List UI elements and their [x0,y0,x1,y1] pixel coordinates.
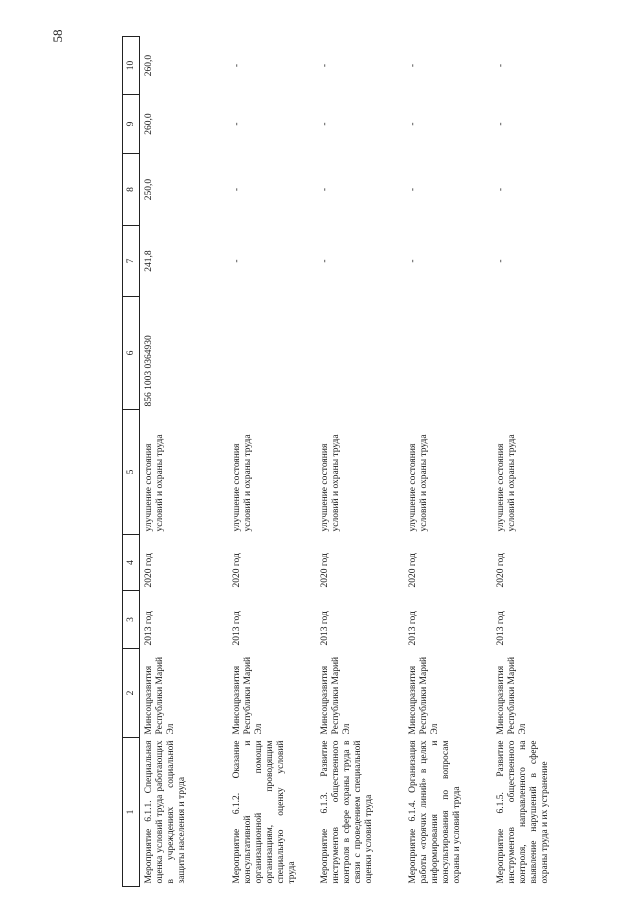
budget-code-cell: 856 1003 0364930 [144,335,154,407]
start-year-cell: 2013 год [144,611,154,646]
value-cell-9: - [496,122,506,126]
result-cell: улучшение состояния условий и охраны труда [232,434,253,532]
end-year-cell: 2020 год [408,553,418,588]
executor-cell: Минсоцразвития Республики Марий Эл [496,656,528,735]
table-row [316,37,404,887]
value-cell-10: - [320,63,330,68]
budget-code-cell [228,297,316,410]
column-header: 7 [123,226,140,297]
executor-cell: Минсоцразвития Республики Марий Эл [408,656,440,735]
activity-cell: Мероприятие 6.1.4. Организация работы «горячих линий» в целях информирования и консультирования по вопросам охраны и условий труда [408,740,462,884]
start-year-cell: 2013 год [496,611,506,646]
value-cell-10: - [232,63,242,68]
page-number: 58 [50,29,65,43]
start-year-cell: 2013 год [320,611,330,646]
column-header: 1 [123,738,140,887]
value-cell-8: - [320,187,330,192]
value-cell-7: 241,8 [144,250,154,272]
value-cell-8: 250,0 [144,178,154,201]
executor-cell: Минсоцразвития Республики Марий Эл [320,656,352,735]
end-year-cell: 2020 год [232,553,242,588]
activity-cell: Мероприятие 6.1.5. Развитие инструментов общественного контроля, направленного на выявление нарушений в сфере охраны труда и их устранение [496,740,550,884]
result-cell: улучшение состояния условий и охраны труда [496,434,517,532]
value-cell-8: - [408,187,418,192]
end-year-cell: 2020 год [144,553,154,588]
column-header: 6 [123,297,140,410]
column-header: 10 [123,37,140,95]
budget-code-cell [316,297,404,410]
header-row [123,37,140,887]
value-cell-8: - [496,187,506,192]
value-cell-7: - [232,259,242,263]
activity-cell: Мероприятие 6.1.2. Оказание консультативной и организационной помощи организациям, проводящим специальную оценку условий труда [232,740,297,884]
start-year-cell: 2013 год [232,611,242,646]
activities-table [122,36,580,887]
value-cell-9: 260,0 [144,113,154,135]
budget-code-cell [492,297,580,410]
table-row [492,37,580,887]
column-header: 5 [123,410,140,535]
column-header: 3 [123,591,140,649]
value-cell-8: - [232,187,242,192]
value-cell-10: 260,0 [144,54,154,77]
column-header: 2 [123,649,140,738]
value-cell-9: - [320,122,330,126]
table-row [140,37,229,887]
column-header: 4 [123,535,140,591]
end-year-cell: 2020 год [320,553,330,588]
result-cell: улучшение состояния условий и охраны труда [320,434,341,532]
executor-cell: Минсоцразвития Республики Марий Эл [232,656,264,735]
table-row [228,37,316,887]
value-cell-10: - [496,63,506,68]
value-cell-9: - [408,122,418,126]
budget-code-cell [404,297,492,410]
start-year-cell: 2013 год [408,611,418,646]
activity-cell: Мероприятие 6.1.1. Специальная оценка условий труда работающих в учреждениях социальной защиты населения и труда [144,740,187,884]
end-year-cell: 2020 год [496,553,506,588]
value-cell-7: - [320,259,330,263]
value-cell-7: - [408,259,418,263]
rotated-page [122,37,560,887]
column-header: 8 [123,154,140,226]
result-cell: улучшение состояния условий и охраны труда [144,434,165,532]
value-cell-10: - [408,63,418,68]
activity-cell: Мероприятие 6.1.3. Развитие инструментов общественного контроля в сфере охраны труда в связи с проведением специальной оценки условий труда [320,740,374,884]
value-cell-9: - [232,122,242,126]
value-cell-7: - [496,259,506,263]
result-cell: улучшение состояния условий и охраны труда [408,434,429,532]
executor-cell: Минсоцразвития Республики Марий Эл [144,656,176,735]
column-header: 9 [123,95,140,154]
table-row [404,37,492,887]
